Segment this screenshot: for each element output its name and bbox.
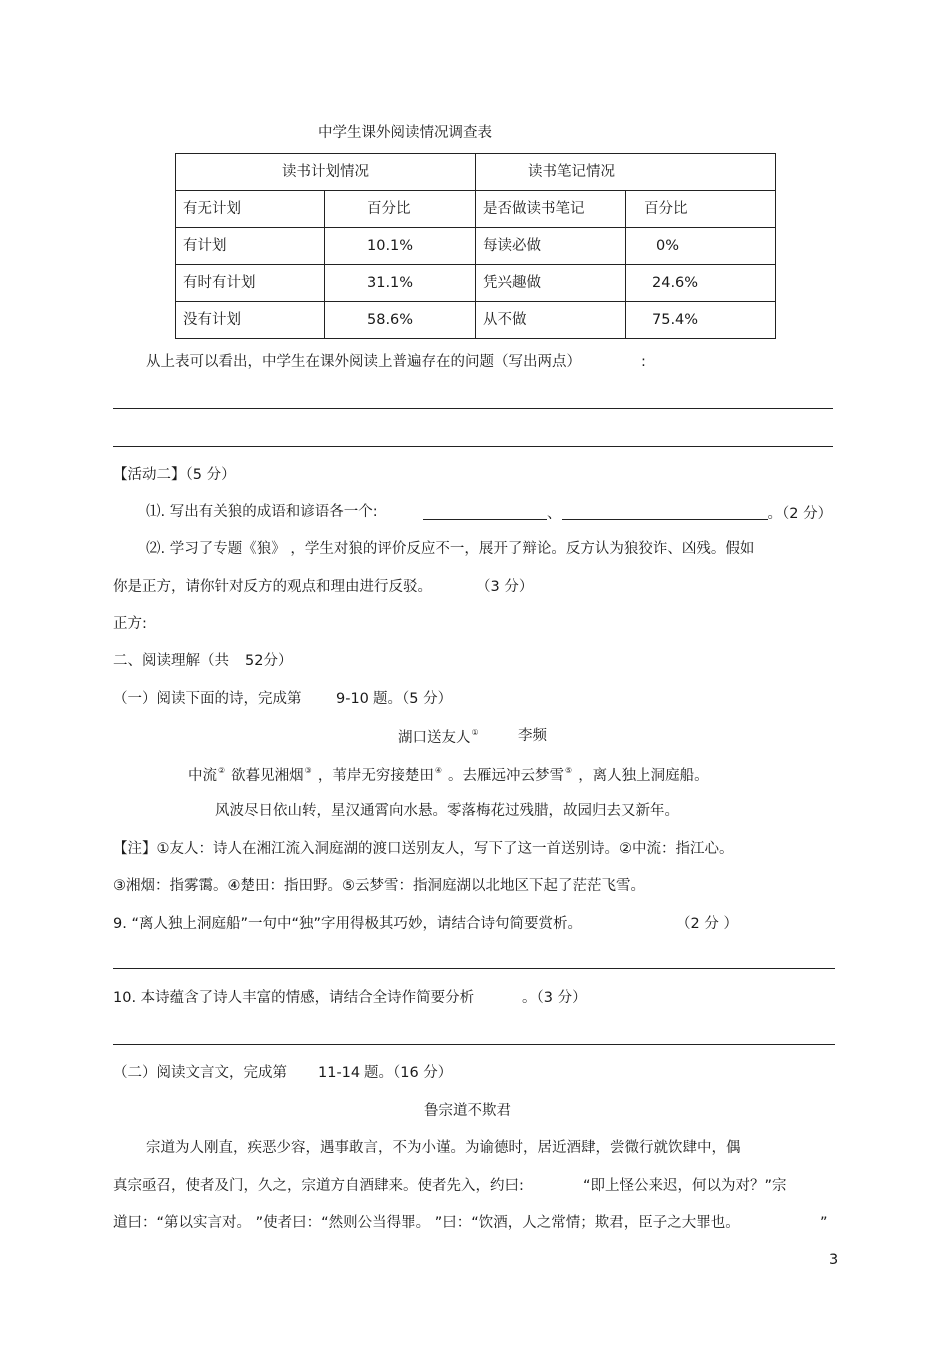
poem-note-mark: ⑤ bbox=[565, 766, 573, 775]
poem-title bbox=[398, 729, 485, 746]
notes-line1: 【注】①友人：诗人在湘江流入洞庭湖的渡口送别友人，写下了这一首送别诗。②中流：指江心。 bbox=[113, 841, 734, 857]
table-cell: 有计划 bbox=[176, 228, 325, 265]
table-header-cell: 百分比 bbox=[626, 191, 776, 228]
table-cell: 有时有计划 bbox=[176, 265, 325, 302]
poem-note-mark: ③ bbox=[304, 766, 312, 775]
passage-line2: 真宗亟召，使者及门，久之，宗道方自酒肆来。使者先入，约曰: bbox=[113, 1178, 524, 1194]
table-header-cell: 是否做读书笔记 bbox=[476, 191, 626, 228]
poem-title-text: 湖口送友人 bbox=[398, 730, 471, 746]
q1-fill-blanks bbox=[423, 505, 832, 522]
table-header-cell: 百分比 bbox=[325, 191, 476, 228]
answer-line[interactable] bbox=[113, 408, 833, 409]
part2-range: 11-14 bbox=[318, 1065, 361, 1081]
table-cell: 没有计划 bbox=[176, 302, 325, 339]
q1-text: ⑴. 写出有关狼的成语和谚语各一个: bbox=[146, 504, 378, 520]
passage-line1: 宗道为人刚直，疾恶少容，遇事敢言，不为小谨。为谕德时，居近酒肆，尝微行就饮肆中，偶 bbox=[146, 1140, 741, 1156]
answer-line[interactable] bbox=[113, 446, 833, 447]
poem-phrase: ，苇岸无穷接楚田 bbox=[317, 768, 434, 784]
passage-line2-quote: “即上怪公来迟，何以为对？”宗 bbox=[583, 1178, 787, 1194]
q1-separator: 、 bbox=[547, 506, 562, 522]
notes-line2: ③湘烟：指雾霭。④楚田：指田野。⑤云梦雪：指洞庭湖以北地区下起了茫茫飞雪。 bbox=[113, 878, 645, 894]
question-9: 9. “离人独上洞庭船”一句中“独”字用得极其巧妙，请结合诗句简要赏析。 bbox=[113, 916, 582, 932]
question-10-score: 。（3 分） bbox=[522, 990, 587, 1006]
table-cell: 58.6% bbox=[325, 302, 476, 339]
table-group-header-row bbox=[176, 154, 776, 191]
table-group-header: 读书笔记情况 bbox=[476, 154, 776, 191]
table-row bbox=[176, 228, 776, 265]
part1-intro-end: 题。（5 分） bbox=[373, 691, 453, 707]
passage-line3: 道曰：“第以实言对。 ”使者曰：“然则公当得罪。 ”曰：“饮酒，人之常情；欺君，臣子之大罪也。 bbox=[113, 1215, 740, 1231]
table-cell: 0% bbox=[626, 228, 776, 265]
table-cell: 从不做 bbox=[476, 302, 626, 339]
table-header-row bbox=[176, 191, 776, 228]
table-cell: 凭兴趣做 bbox=[476, 265, 626, 302]
poem-note-mark: ② bbox=[218, 766, 226, 775]
answer-line[interactable] bbox=[113, 1044, 835, 1045]
table-row bbox=[176, 302, 776, 339]
poem-phrase: 中流 bbox=[188, 768, 217, 784]
proverb-blank[interactable] bbox=[562, 505, 768, 520]
table-group-header: 读书计划情况 bbox=[176, 154, 476, 191]
table-cell: 每读必做 bbox=[476, 228, 626, 265]
survey-table bbox=[175, 153, 776, 339]
activity2-q2-score: （3 分） bbox=[476, 579, 534, 595]
poem-line2: 风波尽日依山转，星汉通霄向水悬。零落梅花过残腊，故园归去又新年。 bbox=[215, 803, 679, 819]
part2-intro-end: 题。（16 分） bbox=[364, 1065, 453, 1081]
section2-score: 52分） bbox=[245, 653, 293, 669]
passage-line3-end: ” bbox=[820, 1215, 828, 1231]
idiom-blank[interactable] bbox=[423, 505, 547, 520]
poem-line1 bbox=[188, 767, 709, 784]
part2-intro: （二）阅读文言文，完成第 bbox=[113, 1065, 287, 1081]
question-10: 10. 本诗蕴含了诗人丰富的情感，请结合全诗作简要分析 bbox=[113, 990, 475, 1006]
table-row bbox=[176, 265, 776, 302]
q1-end: 。（2 分） bbox=[767, 506, 833, 522]
activity2-title: 【活动二】（5 分） bbox=[113, 467, 236, 483]
activity2-q2-line1: ⑵. 学习了专题《狼》 ，学生对狼的评价反应不一，展开了辩论。反方认为狼狡诈、凶残。假如 bbox=[146, 541, 755, 557]
poem-note-mark: ④ bbox=[434, 766, 443, 775]
activity2-q1 bbox=[146, 505, 378, 520]
table-question: 从上表可以看出，中学生在课外阅读上普遍存在的问题（写出两点） bbox=[146, 354, 581, 370]
table-cell: 10.1% bbox=[325, 228, 476, 265]
answer-label: 正方: bbox=[113, 616, 147, 632]
table-cell: 75.4% bbox=[626, 302, 776, 339]
question-9-score: （2 分 ） bbox=[676, 916, 738, 932]
activity2-q2-line2: 你是正方，请你针对反方的观点和理由进行反驳。 bbox=[113, 579, 432, 595]
table-question-colon: : bbox=[641, 354, 646, 370]
poem-author: 李频 bbox=[518, 728, 547, 744]
table-header-cell: 有无计划 bbox=[176, 191, 325, 228]
table-caption: 中学生课外阅读情况调查表 bbox=[318, 125, 492, 141]
answer-line[interactable] bbox=[113, 968, 835, 969]
passage-title: 鲁宗道不欺君 bbox=[424, 1103, 511, 1119]
part1-intro-text: （一）阅读下面的诗，完成第 bbox=[113, 691, 302, 707]
part1-range: 9-10 bbox=[336, 691, 369, 707]
table-cell: 31.1% bbox=[325, 265, 476, 302]
poem-phrase: ，离人独上洞庭船。 bbox=[578, 768, 709, 784]
page-number: 3 bbox=[829, 1252, 839, 1268]
poem-phrase: 欲暮见湘烟 bbox=[231, 768, 304, 784]
table-cell: 24.6% bbox=[626, 265, 776, 302]
part1-intro bbox=[113, 692, 302, 707]
section2-title: 二、阅读理解（共 bbox=[113, 653, 229, 669]
poem-title-note: ① bbox=[471, 728, 479, 737]
poem-phrase: 。去雁远冲云梦雪 bbox=[448, 768, 565, 784]
